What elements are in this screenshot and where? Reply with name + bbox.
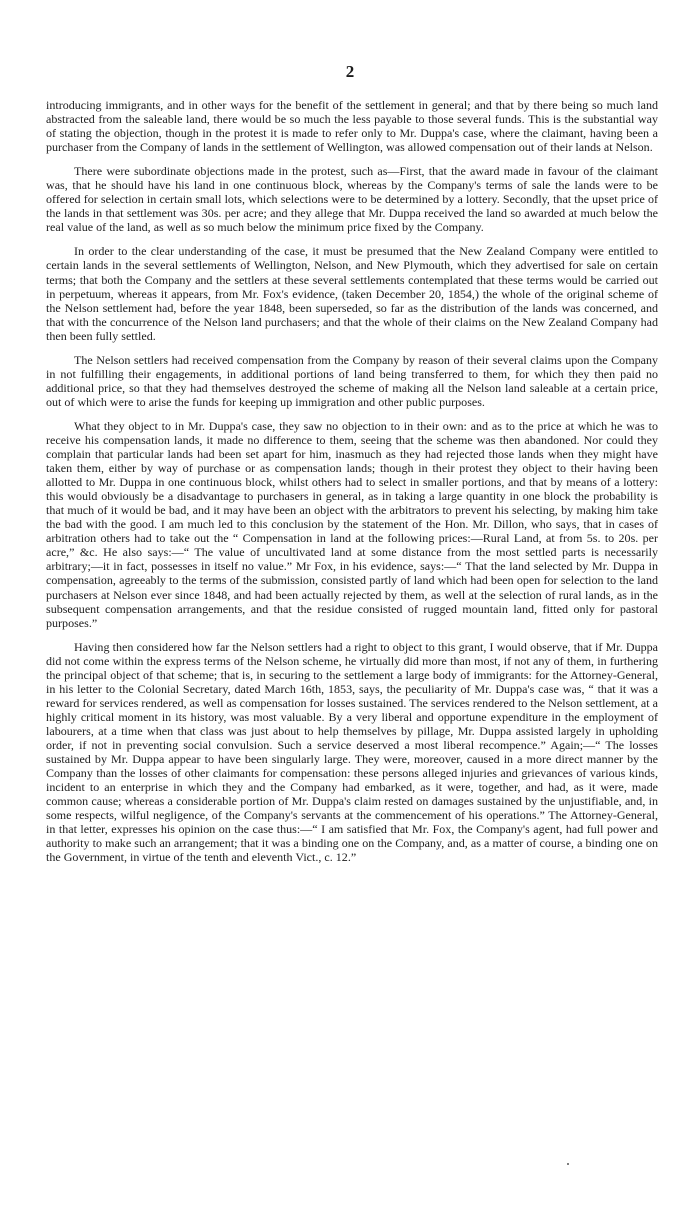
- paragraph-3: In order to the clear understanding of the case, it must be presumed that the New Zealand Company were entitled to certain lands in the several settlements of Wellington, Nelson, and New Plymouth, which they advertised for sale on certain terms; that both the Company and the settlers at these several settlements contemplated that these terms would be carried out in perpetuum, whereas it appears, from Mr. Fox's evidence, (taken December 20, 1854,) the whole of the original scheme of the Nelson settlement had, before the year 1848, been superseded, so far as the distribution of the lands was concerned, and that with the concurrence of the Nelson land purchasers; and that the whole of their claims on the New Zealand Company had then been fully settled.: [46, 244, 658, 343]
- paragraph-1: introducing immigrants, and in other ways for the benefit of the settlement in general; and that by there being so much land abstracted from the saleable land, there would be so much the less payable to those several funds. This is the substantial way of stating the objection, though in the protest it is made to refer only to Mr. Duppa's case, where the claimant, having been a purchaser from the Company of lands in the settlement of Wellington, was allowed compensation out of their lands at Nelson.: [46, 98, 658, 155]
- paragraph-5: What they object to in Mr. Duppa's case, they saw no objection to in their own: and as to the price at which he was to receive his compensation lands, it made no difference to them, seeing that the scheme was then abandoned. Nor could they complain that particular lands had been set apart for him, inasmuch as they had rejected those lands when they might have taken them, either by way of purchase or as compensation lands; though in their protest they object to their having been allotted to Mr. Duppa in one continuous block, whilst others had to select in smaller portions, and that by means of a lottery: this would obviously be a disadvantage to purchasers in general, as in taking a large quantity in one block the probability is that much of it would be bad, and it may have been an object with the arbitrators to prevent his selecting, by making him take the bad with the good. I am much led to this conclusion by the statement of the Hon. Mr. Dillon, who says, that in cases of arbitration others had to take out the “ Compensation in land at the following prices:—Rural Land, at from 5s. to 20s. per acre,” &c. He also says:—“ The value of uncultivated land at some distance from the most settled parts is necessarily arbitrary;—it in fact, possesses in itself no value.” Mr Fox, in his evidence, says:—“ That the land selected by Mr. Duppa in compensation, agreeably to the terms of the submission, consisted partly of land which had been open for selection to the land purchasers at Nelson ever since 1848, and had been actually rejected by them, as well at the selection of rural lands, as in the subsequent compensation arrangements, and that the residue consisted of rugged mountain land, fitted only for pastoral purposes.”: [46, 418, 658, 630]
- paragraph-6: Having then considered how far the Nelson settlers had a right to object to this grant, I would observe, that if Mr. Duppa did not come within the express terms of the Nelson scheme, he virtually did more than most, if not any of them, in furthering the principal object of that scheme; that is, in securing to the settlement a large body of immigrants: for the Attorney-General, in his letter to the Colonial Secretary, dated March 16th, 1853, says, the peculiarity of Mr. Duppa's case was, “ that it was a reward for services rendered, as well as compensation for losses sustained. The services rendered to the Nelson settlement, at a highly critical moment in its history, was most valuable. By a very liberal and opportune expenditure in the employment of labourers, at a time when that class was just about to help themselves by pillage, Mr. Duppa assisted largely in upholding order, if not in preventing social convulsion. Such a service deserved a most liberal recompence.” Again;—“ The losses sustained by Mr. Duppa appear to have been singularly large. They were, moreover, caused in a more direct manner by the Company than the losses of other claimants for compensation: these persons alleged injuries and grievances of various kinds, incident to an enterprise in which they and the Company had embarked, as it were, together, and had, as it were, made common cause; whereas a considerable portion of Mr. Duppa's claim rested on damages sustained by the unjustifiable, and, in some respects, wilful negligence, of the Company's servants at the commencement of his operations.” The Attorney-General, in that letter, expresses his opinion on the case thus:—“ I am satisfied that Mr. Fox, the Company's agent, had full power and authority to make such an arrangement; that it was a binding one on the Company, and, as a matter of course, a binding one on the Government, in virtue of the tenth and eleventh Vict., c. 12.”: [46, 639, 658, 865]
- paragraph-2: There were subordinate objections made in the protest, such as—First, that the award made in favour of the claimant was, that he should have his land in one continuous block, whereas by the Company's terms of sale the lands were to be offered for selection in certain small lots, which selections were to be determined by a lottery. Secondly, that the upset price of the lands in that settlement was 30s. per acre; and they allege that Mr. Duppa received the land so awarded at much below the real value of the land, as well as so much below the minimum price fixed by the Company.: [46, 164, 658, 235]
- paragraph-4: The Nelson settlers had received compensation from the Company by reason of their several claims upon the Company in not fulfilling their engagements, in additional portions of land being transferred to them, for which they then paid no additional price, so that they had themselves destroyed the scheme of making all the Nelson land saleable at a certain price, out of which were to arise the funds for keeping up immigration and other public purposes.: [46, 352, 658, 409]
- ink-speck: [567, 1163, 569, 1165]
- body-text: [46, 98, 658, 874]
- page-number: 2: [345, 62, 355, 81]
